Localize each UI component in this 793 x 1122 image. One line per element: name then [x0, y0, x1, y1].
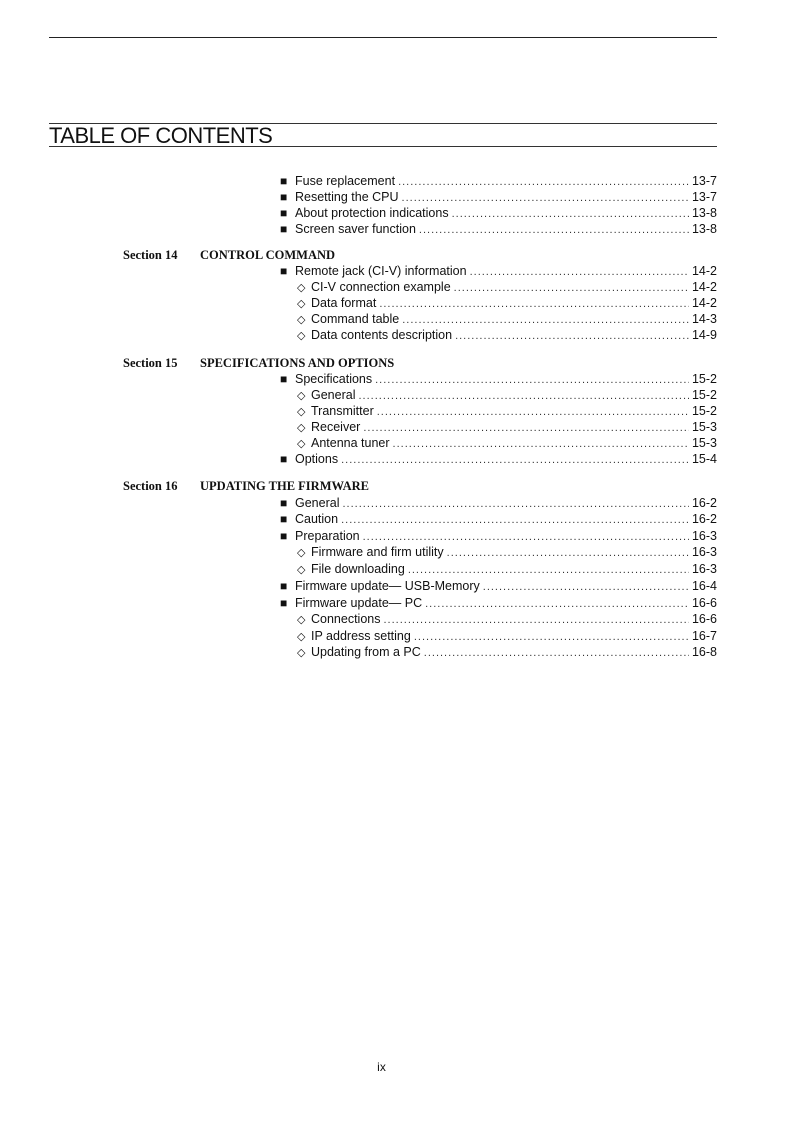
toc-subentry[interactable] — [297, 628, 717, 644]
square-bullet-icon: ■ — [280, 206, 288, 220]
title-block — [49, 123, 717, 147]
page-title: TABLE OF CONTENTS — [49, 123, 273, 148]
toc-entry-label: Firmware update— USB-Memory — [295, 579, 480, 593]
toc-entry-label: Caution — [295, 512, 339, 526]
dot-leader — [342, 496, 688, 512]
square-bullet-icon: ■ — [280, 190, 288, 204]
toc-entry-label: Transmitter — [311, 404, 374, 418]
toc-entry-page: 15-2 — [691, 372, 717, 386]
toc-subentry[interactable] — [297, 295, 717, 311]
toc-subentry[interactable] — [297, 419, 717, 435]
toc-entry-page: 16-6 — [691, 612, 717, 626]
section-number: Section 15 — [123, 356, 178, 370]
dot-leader — [393, 436, 689, 452]
diamond-bullet-icon: ◇ — [297, 438, 306, 450]
diamond-bullet-icon: ◇ — [297, 330, 306, 342]
toc-entry-label: Fuse replacement — [295, 174, 396, 188]
toc-entry-page: 13-7 — [691, 190, 717, 204]
toc-entry-page: 16-4 — [691, 579, 717, 593]
toc-entry-page: 13-8 — [691, 206, 717, 220]
diamond-bullet-icon: ◇ — [297, 282, 306, 294]
toc-entry-label: Receiver — [311, 420, 361, 434]
dot-leader — [424, 645, 689, 661]
dot-leader — [341, 452, 689, 468]
header-rule — [49, 37, 717, 38]
toc-entry[interactable] — [280, 221, 717, 237]
dot-leader — [384, 612, 689, 628]
diamond-bullet-icon: ◇ — [297, 390, 306, 402]
dot-leader — [363, 420, 689, 436]
toc-entry-label: Command table — [311, 312, 400, 326]
dot-leader — [452, 206, 689, 222]
toc-entry-label: Firmware and firm utility — [311, 545, 444, 559]
section-heading[interactable] — [123, 478, 369, 494]
dot-leader — [414, 629, 689, 645]
dot-leader — [425, 596, 689, 612]
square-bullet-icon: ■ — [280, 596, 288, 610]
toc-entry[interactable] — [280, 528, 717, 544]
dot-leader — [419, 222, 689, 238]
toc-entry[interactable] — [280, 189, 717, 205]
toc-entry[interactable] — [280, 205, 717, 221]
toc-entry-label: Resetting the CPU — [295, 190, 399, 204]
toc-entry-label: Antenna tuner — [311, 436, 390, 450]
toc-entry-page: 15-2 — [691, 404, 717, 418]
dot-leader — [408, 562, 689, 578]
toc-subentry[interactable] — [297, 279, 717, 295]
toc-entry-page: 16-2 — [691, 512, 717, 526]
diamond-bullet-icon: ◇ — [297, 547, 306, 559]
toc-subentry[interactable] — [297, 311, 717, 327]
square-bullet-icon: ■ — [280, 264, 288, 278]
toc-entry-page: 14-3 — [691, 312, 717, 326]
toc-entry[interactable] — [280, 173, 717, 189]
toc-entry-page: 14-9 — [691, 328, 717, 342]
diamond-bullet-icon: ◇ — [297, 631, 306, 643]
toc-entry-label: About protection indications — [295, 206, 449, 220]
square-bullet-icon: ■ — [280, 496, 288, 510]
toc-entry-page: 14-2 — [691, 296, 717, 310]
toc-entry-page: 13-8 — [691, 222, 717, 236]
toc-entry-label: Firmware update— PC — [295, 596, 423, 610]
diamond-bullet-icon: ◇ — [297, 422, 306, 434]
dot-leader — [398, 174, 689, 190]
diamond-bullet-icon: ◇ — [297, 314, 306, 326]
toc-entry-page: 16-6 — [691, 596, 717, 610]
page-number: ix — [377, 1060, 386, 1074]
square-bullet-icon: ■ — [280, 579, 288, 593]
toc-entry-label: General — [295, 496, 340, 510]
toc-subentry[interactable] — [297, 544, 717, 560]
dot-leader — [341, 512, 689, 528]
dot-leader — [447, 545, 689, 561]
toc-entry-label: Remote jack (CI-V) information — [295, 264, 467, 278]
toc-subentry[interactable] — [297, 435, 717, 451]
toc-entry-label: Screen saver function — [295, 222, 416, 236]
diamond-bullet-icon: ◇ — [297, 647, 306, 659]
toc-entry[interactable] — [280, 371, 717, 387]
toc-entry-page: 16-3 — [691, 545, 717, 559]
toc-entry-label: Data format — [311, 296, 377, 310]
toc-entry-page: 16-8 — [691, 645, 717, 659]
toc-entry-label: Specifications — [295, 372, 373, 386]
toc-subentry[interactable] — [297, 644, 717, 660]
toc-entry-label: Data contents description — [311, 328, 453, 342]
dot-leader — [402, 190, 689, 206]
toc-entry-label: Options — [295, 452, 339, 466]
square-bullet-icon: ■ — [280, 372, 288, 386]
diamond-bullet-icon: ◇ — [297, 564, 306, 576]
dot-leader — [402, 312, 689, 328]
dot-leader — [363, 529, 689, 545]
toc-entry-label: Updating from a PC — [311, 645, 421, 659]
toc-entry-page: 16-2 — [691, 496, 717, 510]
section-title: UPDATING THE FIRMWARE — [200, 479, 369, 493]
dot-leader — [379, 296, 689, 312]
square-bullet-icon: ■ — [280, 452, 288, 466]
diamond-bullet-icon: ◇ — [297, 614, 306, 626]
section-heading[interactable] — [123, 247, 335, 263]
toc-subentry[interactable] — [297, 611, 717, 627]
square-bullet-icon: ■ — [280, 174, 288, 188]
dot-leader — [377, 404, 689, 420]
dot-leader — [358, 388, 688, 404]
section-number: Section 14 — [123, 248, 178, 262]
toc-entry-label: Preparation — [295, 529, 360, 543]
toc-entry-label: CI-V connection example — [311, 280, 451, 294]
toc-subentry[interactable] — [297, 403, 717, 419]
square-bullet-icon: ■ — [280, 222, 288, 236]
dot-leader — [470, 264, 689, 280]
toc-entry-page: 15-3 — [691, 436, 717, 450]
toc-entry-label: File downloading — [311, 562, 405, 576]
toc-entry-page: 14-2 — [691, 264, 717, 278]
toc-entry[interactable] — [280, 595, 717, 611]
section-number: Section 16 — [123, 479, 178, 493]
section-heading[interactable] — [123, 355, 394, 371]
square-bullet-icon: ■ — [280, 529, 288, 543]
toc-entry-label: General — [311, 388, 356, 402]
section-title: CONTROL COMMAND — [200, 248, 336, 262]
toc-entry[interactable] — [280, 495, 717, 511]
dot-leader — [454, 280, 689, 296]
toc-entry[interactable] — [280, 451, 717, 467]
toc-subentry[interactable] — [297, 387, 717, 403]
toc-entry-page: 16-3 — [691, 529, 717, 543]
square-bullet-icon: ■ — [280, 512, 288, 526]
toc-entry-page: 14-2 — [691, 280, 717, 294]
section-title: SPECIFICATIONS AND OPTIONS — [200, 356, 395, 370]
toc-entry-page: 15-4 — [691, 452, 717, 466]
toc-entry[interactable] — [280, 511, 717, 527]
diamond-bullet-icon: ◇ — [297, 298, 306, 310]
toc-subentry[interactable] — [297, 327, 717, 343]
dot-leader — [455, 328, 689, 344]
toc-entry-page: 15-2 — [691, 388, 717, 402]
toc-entry-page: 16-7 — [691, 629, 717, 643]
toc-entry-page: 15-3 — [691, 420, 717, 434]
dot-leader — [483, 579, 689, 595]
toc-entry-page: 13-7 — [691, 174, 717, 188]
diamond-bullet-icon: ◇ — [297, 406, 306, 418]
toc-entry[interactable] — [280, 263, 717, 279]
dot-leader — [375, 372, 689, 388]
toc-entry-label: IP address setting — [311, 629, 411, 643]
toc-subentry[interactable] — [297, 561, 717, 577]
toc-entry-label: Connections — [311, 612, 381, 626]
toc-entry-page: 16-3 — [691, 562, 717, 576]
toc-entry[interactable] — [280, 578, 717, 594]
